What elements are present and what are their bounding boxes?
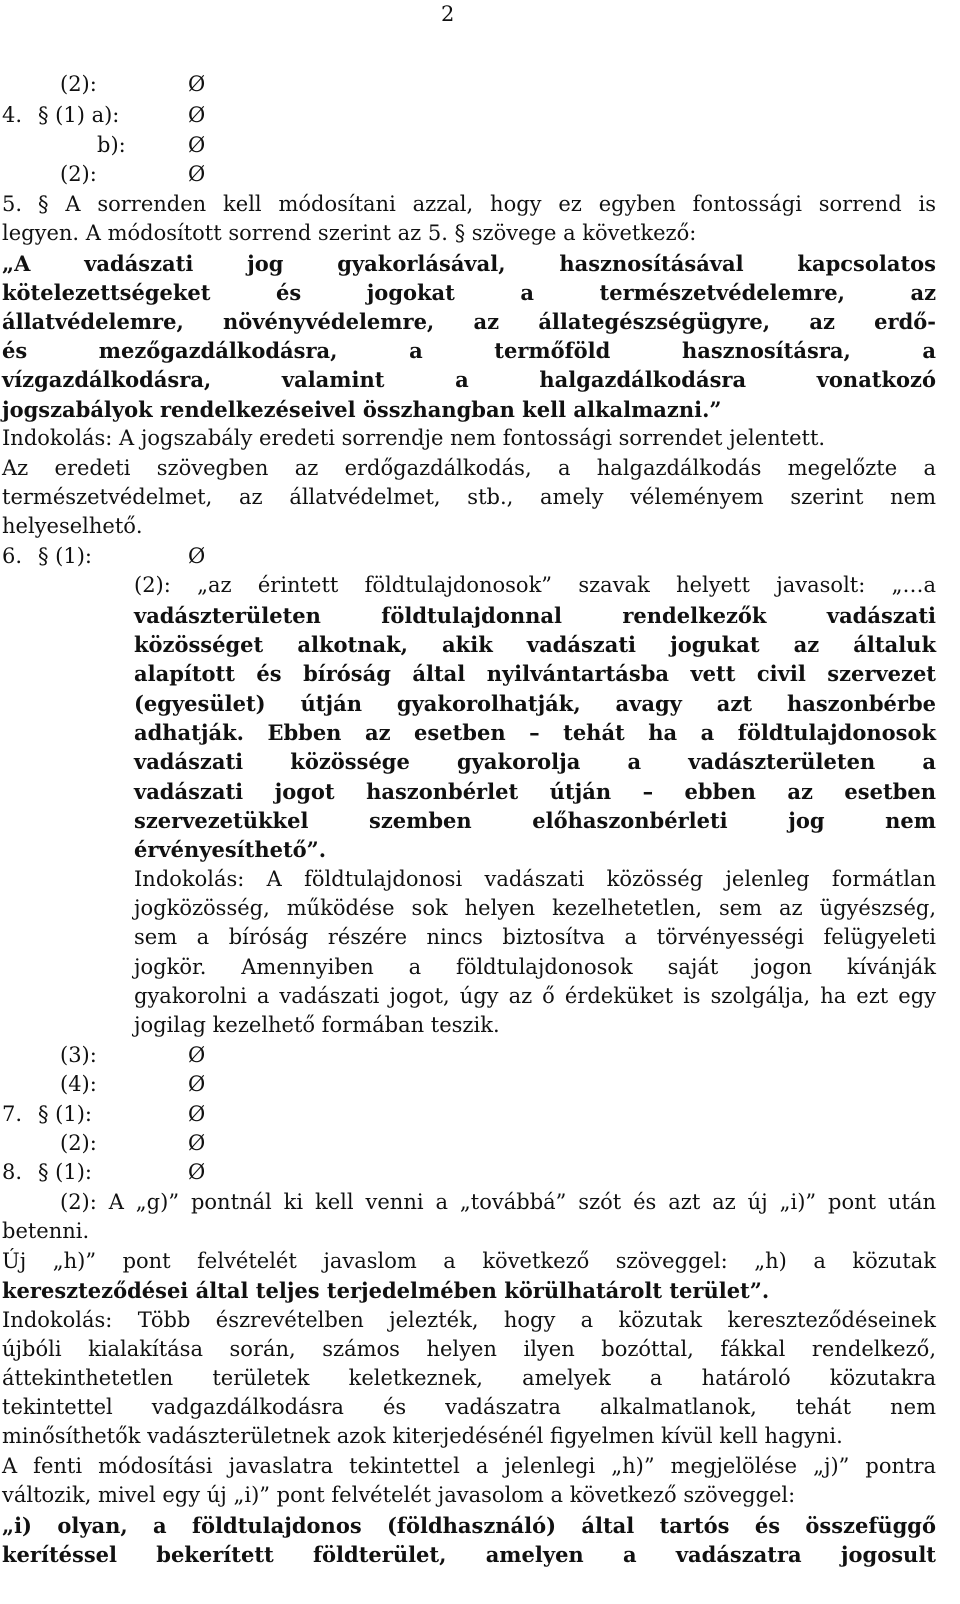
item-7-number: 7. (2, 1102, 23, 1126)
item-6-2-bold-line: közösséget alkotnak, akik vadászati jogukat az általuk (134, 632, 936, 657)
item-6-number: 6. (2, 544, 23, 568)
item-8-new-h-line: kereszteződései által teljes terjedelmében körülhatárolt terület”. (2, 1278, 770, 1303)
page-number: 2 (441, 2, 455, 26)
item-6-2-bold-line: (egyesület) útján gyakorolhatják, avagy azt haszonbérbe (134, 691, 936, 716)
item-6-reason-line: Indokolás: A földtulajdonosi vadászati közösség jelenleg formátlan (134, 867, 936, 891)
item-8-para-line: változik, mivel egy új „i)” pont felvételét javasolom a következő szöveggel: (2, 1483, 796, 1507)
item-6-2-intro: (2): „az érintett földtulajdonosok” szavak helyett javasolt: „…a (134, 573, 936, 597)
item-6-reason-line: jogközösség, működése sok helyen kezelhetetlen, sem az ügyészség, (134, 896, 936, 920)
item-6-4-label: (4): (60, 1072, 97, 1096)
item-8-reason-line: áttekinthetetlen területek keletkeznek, amelyek a határoló közutakra (2, 1366, 936, 1390)
item-6-2-bold-line: vadászati közössége gyakorolja a vadászterületen a (134, 749, 936, 774)
item-8-new-h-line: Új „h)” pont felvételét javaslom a következő szöveggel: „h) a közutak (2, 1249, 936, 1273)
item-5-reason-line: Indokolás: A jogszabály eredeti sorrendje nem fontossági sorrendet jelentett. (2, 426, 826, 450)
item-7-2-label: (2): (60, 1131, 97, 1155)
item-5-quote-line: kötelezettségeket és jogokat a természetvédelemre, az (2, 280, 936, 305)
item-8-reason-line: minősíthetők vadászterületnek azok kiterjedésénél figyelmen kívül kell hagyni. (2, 1424, 843, 1448)
item-6-3-empty: Ø (188, 1043, 206, 1067)
item-5-reason-line: Az eredeti szövegben az erdőgazdálkodás, a halgazdálkodás megelőzte a (2, 456, 936, 480)
item-8-reason-line: Indokolás: Több észrevételben jelezték, hogy a közutak kereszteződéseinek (2, 1308, 936, 1332)
item-8-2-line: betenni. (2, 1219, 90, 1243)
item-5-number: 5. (2, 192, 23, 216)
item-8-para-line: A fenti módosítási javaslatra tekintettel a jelenlegi „h)” megjelölése „j)” pontra (2, 1454, 936, 1478)
item-8-reason-line: újbóli kialakítása során, számos helyen ilyen bozóttal, fákkal rendelkező, (2, 1337, 936, 1361)
item-8-reason-line: tekintettel vadgazdálkodásra és vadászatra alkalmatlanok, tehát nem (2, 1395, 936, 1419)
item-4-number: 4. (2, 103, 23, 127)
item-6-reason-line: gyakorolni a vadászati jogot, úgy az ő érdeküket is szolgálja, ha ezt egy (134, 984, 936, 1008)
item-8-1-empty: Ø (188, 1160, 206, 1184)
item-6-2-bold-line: érvényesíthető”. (134, 837, 327, 862)
item-6-2-bold-line: vadászati jogot haszonbérlet útján – ebben az esetben (134, 779, 936, 804)
item-4-2b-label: (2): (60, 162, 97, 186)
item-4-2-empty: Ø (188, 72, 206, 96)
item-6-4-empty: Ø (188, 1072, 206, 1096)
item-4-1b-label: b): (97, 133, 126, 157)
item-5-reason-line: természetvédelmet, az állatvédelmet, stb., amely véleményem szerint nem (2, 485, 936, 509)
item-6-3-label: (3): (60, 1043, 97, 1067)
item-4-2-label: (2): (60, 72, 97, 96)
item-5-quote-line: és mezőgazdálkodásra, a termőföld hasznosításra, a (2, 338, 936, 363)
item-6-2-bold-line: szervezetükkel szemben előhaszonbérleti jog nem (134, 808, 936, 833)
item-6-2-bold-line: adhatják. Ebben az esetben – tehát ha a földtulajdonosok (134, 720, 936, 745)
item-7-2-empty: Ø (188, 1131, 206, 1155)
item-6-1-label: § (1): (38, 544, 92, 568)
item-6-2-bold-line: alapított és bíróság által nyilvántartásba vett civil szervezet (134, 661, 936, 686)
item-8-new-i-line: kerítéssel bekerített földterület, amelyen a vadászatra jogosult (2, 1542, 936, 1567)
item-6-reason-line: sem a bíróság részére nincs biztosítva a törvényességi felügyeleti (134, 925, 936, 949)
item-8-2-line: (2): A „g)” pontnál ki kell venni a „továbbá” szót és azt az új „i)” pont után (60, 1190, 936, 1214)
item-8-1-label: § (1): (38, 1160, 92, 1184)
item-4-1a-empty: Ø (188, 103, 206, 127)
item-5-quote-line: vízgazdálkodásra, valamint a halgazdálkodásra vonatkozó (2, 367, 936, 392)
item-8-new-i-line: „i) olyan, a földtulajdonos (földhasználó) által tartós és összefüggő (2, 1513, 936, 1538)
item-6-2-bold-line: vadászterületen földtulajdonnal rendelkezők vadászati (134, 603, 936, 628)
item-5-quote-line: jogszabályok rendelkezéseivel összhangban kell alkalmazni.” (2, 397, 722, 422)
item-5-quote-line: „A vadászati jog gyakorlásával, hasznosításával kapcsolatos (2, 251, 936, 276)
item-5-quote-line: állatvédelemre, növényvédelemre, az állategészségügyre, az erdő- (2, 309, 936, 334)
item-7-1-label: § (1): (38, 1102, 92, 1126)
item-5-reason-line: helyeselhető. (2, 514, 143, 538)
item-8-number: 8. (2, 1160, 23, 1184)
item-6-reason-line: jogilag kezelhető formában teszik. (134, 1013, 500, 1037)
item-6-reason-line: jogkör. Amennyiben a földtulajdonosok saját jogon kívánják (134, 955, 936, 979)
item-4-2b-empty: Ø (188, 162, 206, 186)
item-4-1b-empty: Ø (188, 133, 206, 157)
item-5-line-2: legyen. A módosított sorrend szerint az 5. § szövege a következő: (2, 221, 697, 245)
item-7-1-empty: Ø (188, 1102, 206, 1126)
item-6-1-empty: Ø (188, 544, 206, 568)
item-5-line-1: § A sorrenden kell módosítani azzal, hogy ez egyben fontossági sorrend is (38, 192, 936, 216)
item-4-1a-label: § (1) a): (38, 103, 120, 127)
